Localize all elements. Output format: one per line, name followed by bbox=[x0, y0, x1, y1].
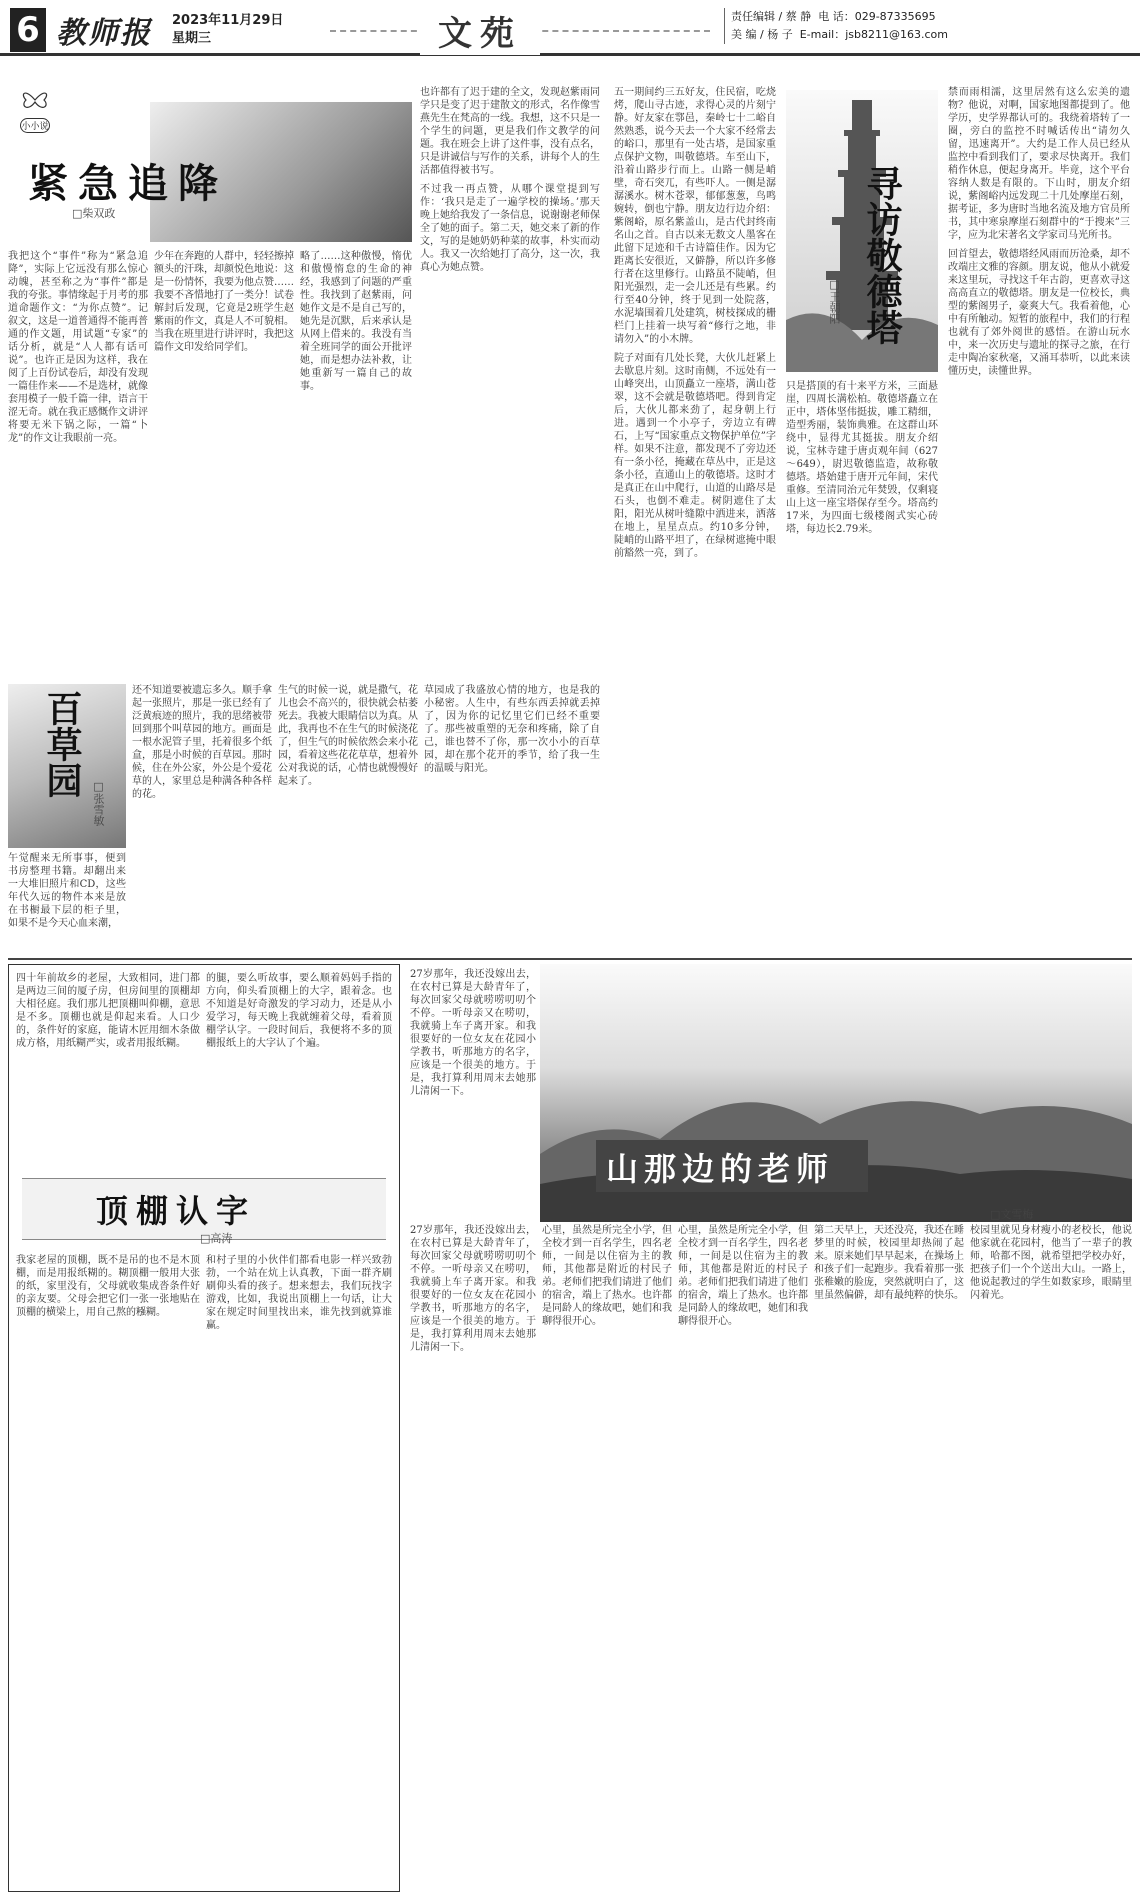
section-title: 文苑 bbox=[420, 6, 540, 55]
article-column: 草园成了我盛放心情的地方，也是我的小秘密。人生中，有些东西丢掉就丢掉了，因为你的记忆里它们已经不重要了。那些被重塑的无奈和疼痛，除了自己，谁也替不了你，那一次小小的百草园，却在那个花开的季节，给了我一生的温暖与阳光。 bbox=[424, 685, 600, 774]
article-column: 心里，虽然是所完全小学，但全校才到一百名学生，四名老师，一间是以住宿为主的教师，其他都是附近的村民子弟。老师们把我们请进了他们的宿舍，端上了热水。也许都是同龄人的缘故吧，她们和我聊得很开心。 bbox=[678, 1225, 808, 1327]
article-title: 寻访敬德塔 bbox=[861, 165, 903, 345]
article-column: 午觉醒来无所事事，便到书房整理书籍。却翻出来一大堆旧照片和CD，这些年代久远的物件本来是放在书橱最下层的柜子里，如果不是今天心血来潮， bbox=[8, 853, 126, 929]
article-column: 略了……这种傲慢，惰优和傲慢惰怠的生命的神经，我感到了问题的严重性。我找到了赵紫雨，问她作文是不是自己写的，她先是沉默，后来承认是从网上借来的。我没有当着全班同学的面公开批评她，而是想办法补救，让她重新写一篇自己的故事。 bbox=[300, 251, 412, 392]
article-column: 心里，虽然是所完全小学，但全校才到一百名学生，四名老师，一间是以住宿为主的教师，其他都是附近的村民子弟。老师们把我们请进了他们的宿舍，端上了热水。也许都是同龄人的缘故吧，她们和我聊得很开心。 bbox=[542, 1225, 672, 1327]
column-tag: 小小说 bbox=[20, 118, 50, 133]
article-column: 的腿，要么听故事，要么顺着妈妈手指的方向，仰头看顶棚上的大字，跟着念。也不知道是好奇激发的学习动力，还是从小爱学习，每天晚上我就缠着父母，看着顶棚学认字。一段时间后，我便将不多的顶棚报纸上的大字认了个遍。 bbox=[206, 973, 392, 1049]
article-author: □王朝阳 bbox=[828, 278, 841, 324]
article-title: 山那边的老师 bbox=[606, 1150, 835, 1188]
article-column: 禁而雨相濡，这里居然有这么宏美的遗物？他说，对啊，国家地图都提到了。他学历，史学界都认可的。我绕着塔转了一圈，旁白的监控不时喊话传出“请勿久留，迅速离开”。大约是工作人员已经从监控中看到我们了，要求尽快离开。我们稍作休息，便起身离开。毕竟，这个平台容纳人数是有限的。下山时，朋友介绍说，紫阁峪内远发现二十几处摩崖石刻，据考证，多为唐时当地名流及地方官员所书，其中寒泉摩崖石刻群中的“于搜来”三字，应为北宋著名文学家司马光所书。 回首望去，敬德塔经风雨而历沧桑，却不改端庄文雅的容颜。朋友说，他从小就爱来这里玩，寻找这千年古韵，更喜欢寻这高高直立的敬德塔。朋友是一位校长，典型的紫阁男子，豪爽大气。我看着他，心中有所触动。短暂的旅程中，我们的行程也就有了郊外阅世的感悟。在游山玩水中，来一次历史与遗址的探寻之旅，在行走中陶冶家秋毫，又涌耳恭听，以此来读懂历史，读懂世界。 bbox=[948, 87, 1130, 377]
article-column: 我家老屋的顶棚，既不是吊的也不是木顶棚，而是用报纸糊的。糊顶棚一般用大张的纸，家里没有，父母就收集成沓条件好的亲友要。父母会把它们一张一张地贴在顶棚的横梁上，用自己熬的糨糊。 bbox=[16, 1255, 200, 1318]
article-column: 27岁那年，我还没嫁出去，在农村已算是大龄青年了，每次回家父母就唠唠叨叨个不停。一听母亲又在唠叨，我就骑上车子离开家。和我很要好的一位女友在花园小学教书，听那地方的名字，应该是一个很美的地方。于是，我打算利用周末去她那儿清闲一下。 bbox=[410, 969, 536, 1097]
article-author: □文雪梅 bbox=[990, 1208, 1034, 1221]
article-column: 也许都有了迟于建的全文，发现赵紫雨同学只是变了迟于建散文的形式，名作像雪燕先生在梵高的一线。我想，这不只是一个学生的问题，更是我们作文教学的问题。我在班会上讲了这件事，没有点名，只是讲诚信与写作的关系，讲每个人的生活都值得被书写。 不过我一再点赞，从哪个课堂提到写作：‘我只是走了一遍学校的操场。’那天晚上她给我发了一条信息，说谢谢老师保全了她的面子。第二天，她交来了新的作文，写的是她奶奶种菜的故事，朴实而动人。我又一次给她打了高分，这一次，我真心为她点赞。 bbox=[420, 87, 600, 273]
newspaper-logo: 教师报 bbox=[56, 16, 152, 51]
article-column: 还不知道要被遗忘多久。顺手拿起一张照片，那是一张已经有了泛黄痕迹的照片，我的思绪被带回到那个叫草园的地方。画面是一根水泥管子里，托着很多个纸盒，那是小时候的百草园。那时候，住在外公家，外公是个爱花草的人，家里总是种满各种各样的花。 bbox=[132, 685, 272, 800]
article-author: □张雪敏 bbox=[92, 780, 105, 826]
article-title: 顶棚认字 bbox=[96, 1192, 257, 1230]
article-author: □柴双政 bbox=[72, 207, 116, 220]
article-column: 和村子里的小伙伴们都看电影一样兴致勃勃，一个站在炕上认真教，下面一群齐刷刷仰头看的孩子。想来想去，我们玩找字游戏，比如，我说出顶棚上一句话，让大家在规定时间里找出来，谁先找到就算谁赢。 bbox=[206, 1255, 392, 1331]
article-column: 少年在奔跑的人群中，轻轻擦掉额头的汗珠，却颜悦色地说：这是一份情怀，我要为他点赞……我要不吝惜地打了一类分！试卷解封后发现，它竟是2班学生赵紫雨的作文，真是人不可貌相。当我在班里进行讲评时，我把这篇作文印发给同学们。 bbox=[154, 251, 294, 353]
article-column: 五一期间约三五好友，住民宿，吃烧烤，爬山寻古迹，求得心灵的片刻宁静。好友家在鄠邑，秦岭七十二峪自然熟悉，说今天去一个大家不经常去的峪口，那里有一处古塔，是国家重点保护文物，叫敬德塔。车至山下，沿着山路步行而上。山路一侧是峭壁，奇石突兀，有些吓人。一侧是潺潺溪水。树木苍翠，郁郁葱葱，鸟鸣婉转，倒也宁静。朋友边行边介绍：紫阁峪，原名紫盖山，是古代封终南名山之首。自古以来无数文人墨客在此留下足迹和千古诗篇佳作。因为它距离长安很近，又僻静，所以许多修行者在这里修行。山路虽不陡峭，但阳光强烈，走一会儿还是有些累。约行至40分钟，终于见到一处院落，水泥墙围着几处建筑，树枝探成的栅栏门上挂着一块写着“修行之地，非请勿入”的小木牌。 院子对面有几处长凳，大伙儿赶紧上去歇息片刻。这时南侧，不远处有一山峰突出，山顶矗立一座塔，满山苍翠，这不会就是敬德塔吧。得到肯定后，大伙儿都来劲了，起身朝上行进。遇到一个小亭子，旁边立有碑石，上写“国家重点文物保护单位”字样。如果不注意，都发现不了旁边还有一条小径，掩藏在草丛中，正是这条小径，直通山上的敬德塔。这时才是真正在山中爬行，山道的山路尽是石头，也倒不难走。树阴遮住了太阳，阳光从树叶缝隙中洒进来，洒落在地上，星星点点。约10多分钟，陡峭的山路平坦了，在绿树遮掩中眼前豁然一亮，到了。 bbox=[614, 87, 776, 559]
issue-date: 2023年11月29日 星期三 bbox=[172, 13, 284, 46]
page-header bbox=[0, 0, 1140, 56]
article-column: 生气的时候一说，就是撒气，花儿也会不高兴的，很快就会枯萎死去。我被大眼睛信以为真。从此，我再也不在生气的时候浇花了，但生气的时候依然会来小花园，看着这些花花草草，想着外公对我说的话，心情也就慢慢好起来了。 bbox=[278, 685, 418, 787]
section-divider bbox=[8, 958, 1132, 960]
article-column: 我把这个“事件”称为“紧急追降”，实际上它远没有那么惊心动魄，甚至称之为“事件”都是我的夸张。事情缘起于月考的那道命题作文：“为你点赞”。记叙文，这是一道普通得不能再普通的作文题，用试题“专家”的话分析，就是“人人都有话可说”。也许正是因为这样，我在阅了上百份试卷后，却没有发现一篇佳作来——不是选材，就像套用模子一般千篇一律，语言干涩无奇。就在我正感慨作文讲评将要无米下锅之际，一篇“卜龙”的作文让我眼前一亮。 bbox=[8, 251, 148, 444]
article-title: 紧急追降 bbox=[28, 160, 228, 207]
article-author: □高涛 bbox=[200, 1232, 233, 1245]
article-column: 27岁那年，我还没嫁出去，在农村已算是大龄青年了，每次回家父母就唠唠叨叨个不停。一听母亲又在唠叨，我就骑上车子离开家。和我很要好的一位女友在花园小学教书，听那地方的名字，应该是一个很美的地方。于是，我打算利用周末去她那儿清闲一下。 bbox=[410, 1225, 536, 1353]
article-column: 校园里就见身材瘦小的老校长，他说他家就在花园村，他当了一辈子的教师，哈都不图，就希望把学校办好，把孩子们一个个送出大山。一路上，他说起教过的学生如数家珍，眼睛里闪着光。 bbox=[970, 1225, 1132, 1301]
article-column: 只是搭顶的有十来平方米，三面悬崖，四周长满松柏。敬德塔矗立在正中，塔体坚伟挺拔，雕工精细，造型秀丽，装饰典雅。在这群山环绕中，显得尤其挺拔。朋友介绍说，宝林寺建于唐贞观年间（627～649），尉迟敬德监造，故称敬德塔。塔始建于唐开元年间，宋代重修。至清同治元年焚毁，仅剩寝山上这一座宝塔保存至今。塔高约17米，为四面七级楼阁式实心砖塔，每边长2.79米。 bbox=[786, 381, 938, 535]
editor-info: 责任编辑 / 蔡 静 电 话：029-87335695 美 编 / 杨 子 E-mail：jsb8211@163.com bbox=[724, 8, 948, 44]
page-number: 6 bbox=[10, 8, 46, 52]
article-column: 第二天早上，天还没亮，我还在睡梦里的时候，校园里却热闹了起来。原来她们早早起来，在操场上和孩子们一起跑步。我看着那一张张稚嫩的脸庞，突然就明白了，这里虽然偏僻，却有最纯粹的快乐。 bbox=[814, 1225, 964, 1301]
article-column: 四十年前故乡的老屋，大致相同，进门都是两边三间的厦子房，但房间里的顶棚却大相径庭。我们那儿把顶棚叫仰棚，意思是不多。顶棚也就是仰起来看。人口少的，条件好的家庭，能请木匠用细木条做成方格，用纸糊严实，或者用报纸糊。 bbox=[16, 973, 200, 1049]
butterfly-icon bbox=[20, 88, 50, 132]
article-title: 百草园 bbox=[41, 690, 83, 798]
